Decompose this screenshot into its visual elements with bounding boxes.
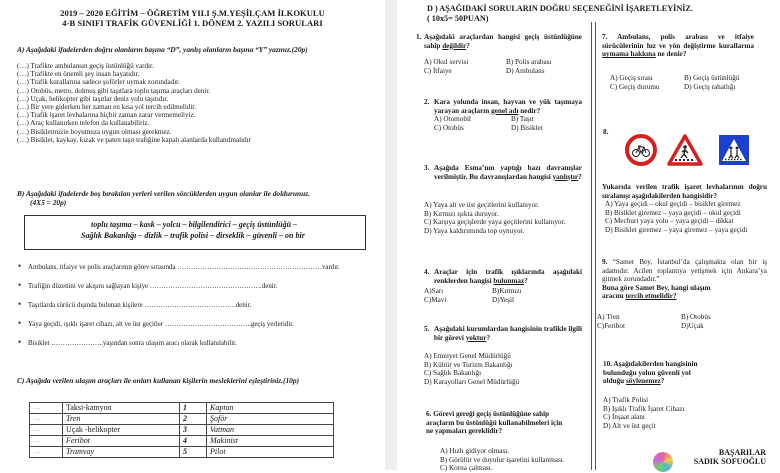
fill-item: • Taşıtlarda sürücü dışında bulunan kişilere ………………………………….denir.	[18, 299, 252, 309]
option-d[interactable]: D) Ambulans	[506, 66, 545, 75]
bullet-icon: •	[18, 280, 22, 290]
tf-item: (…) Trafik kurallarına sadece şoförler uymak zorundadır.	[17, 78, 180, 87]
option-c[interactable]: C) Sağlık Bakanlığı	[424, 369, 482, 378]
table-row: …. Feribot 4 Makinist	[30, 436, 334, 447]
column-divider	[591, 22, 592, 470]
logo-icon	[653, 452, 673, 472]
option-a[interactable]: A) Okul servisi	[424, 58, 469, 67]
option-b[interactable]: B) Kültür ve Turizm Bakanlığı	[424, 360, 513, 369]
bullet-icon: •	[18, 261, 22, 271]
question-7-options	[610, 74, 760, 91]
question-4: 4. Araçlar için trafik ışıklarında aşağıdaki renklerden hangisi bulunmaz?	[424, 268, 582, 285]
option-a[interactable]: A) Yaya alt ve üst geçitlerini kullanıyor.	[424, 201, 539, 209]
option-c[interactable]: C) İnşaat alanı	[603, 413, 645, 422]
option-d[interactable]: D) Bisiklet giremez – yaya giremez – yaya geçidi	[605, 225, 748, 234]
option-d[interactable]: D)Uçak	[681, 321, 704, 330]
bullet-icon: •	[18, 318, 22, 328]
fill-item: • Ambulans, itfaiye ve polis araçlarının görev sırasında ………………………………………………………vardır.	[18, 261, 340, 271]
option-b[interactable]: B) Geçiş üstünlüğü	[684, 74, 740, 82]
option-b[interactable]: B) Kırmızı ışıkta duruyor.	[424, 209, 499, 218]
option-b[interactable]: B) Bisiklet giremez – yaya geçidi – okul geçidi	[605, 208, 741, 217]
option-b[interactable]: B)Kırmızı	[492, 287, 522, 295]
option-d[interactable]: D) Bisiklet	[511, 123, 543, 132]
table-row: …. Tramvay 5 Pilot	[30, 447, 334, 458]
tf-item: (…) Trafikte en önemli şey insan hayatıdır.	[17, 70, 140, 79]
word-bank-box	[24, 215, 366, 250]
pedestrian-crossing-warning-sign-icon	[667, 134, 703, 166]
question-8-number: 8.	[603, 128, 609, 136]
matching-table	[29, 402, 334, 458]
option-a[interactable]: A) Trafik Polisi	[603, 396, 649, 404]
option-d[interactable]: D) Karayolları Genel Müdürlüğü	[424, 377, 520, 386]
option-a[interactable]: A) Geçiş sırası	[610, 74, 653, 82]
exam-page-left	[0, 0, 385, 470]
question-8-options	[605, 200, 775, 234]
option-c[interactable]: C) Geçiş durumu	[610, 82, 660, 91]
tf-item: (…) Bisiklet, kaykay, kızak ve paten taşıt trafiğine kapalı alanlarda kullanılmalıdır	[17, 135, 251, 144]
tf-item: (…) Otobüs, metro, dolmuş gibi taşıtlara toplu taşıma araçları denir.	[17, 86, 211, 95]
school-title: 2019 – 2020 EĞİTİM – ÖĞRETİM YILI Ş.M.YEŞİLÇAM İLKOKULU	[60, 8, 325, 18]
option-a[interactable]: A) Tren	[597, 313, 620, 321]
question-5: 5. Aşağıdaki kurumlardan hangisinin trafikle ilgili bir görevi yoktur?	[424, 325, 582, 342]
option-c[interactable]: C) Karşıya geçişlerde yaya geçitlerini kullanıyor.	[424, 218, 566, 227]
question-8: Yukarıda verilen trafik işaret levhalarının doğru sıralanışı aşağıdakilerden hangisidir?	[602, 183, 767, 200]
question-5-options	[424, 352, 582, 386]
tf-item: (…) Trafikte ambulansın geçiş üstünlüğü vardır.	[17, 62, 154, 70]
option-a[interactable]: A) Yaya geçidi – okul geçidi – bisiklet giremez	[605, 200, 741, 208]
option-c[interactable]: C) İtfaiye	[424, 66, 452, 75]
table-row: …. Tren 2 Şoför	[30, 414, 334, 425]
tf-item: (…) Uçak, helikopter gibi taşıtlar deniz yolu taşıtıdır.	[17, 94, 169, 103]
option-b[interactable]: B) Görülür ve duyulur işaretini kullanması.	[440, 455, 565, 464]
tf-item: (…) Bir yere giderken her zaman en kısa yol tercih edilmelidir.	[17, 103, 197, 112]
option-a[interactable]: A)Sarı	[424, 287, 444, 295]
question-2: 2. Kara yolunda insan, hayvan ve yük taşımaya yarayan araçların genel adı nedir? A) Otomobil C) Otobüs B) Taşıt D) Bisiklet	[424, 98, 582, 132]
option-d[interactable]: D)Yeşil	[492, 295, 515, 304]
section-d-heading: D ) AŞAĞIDAKİ SORULARIN DOĞRU SEÇENEĞİNİ İŞARETLEYİNİZ. ( 10x5= 50PUAN)	[427, 4, 693, 23]
option-d[interactable]: D) Yaya kaldırımında top oynuyor.	[424, 226, 525, 235]
question-4-options	[424, 287, 582, 304]
bullet-icon: •	[18, 337, 22, 347]
option-c[interactable]: C) Korna çalması.	[440, 464, 493, 473]
fill-item: • Trafiğin düzenini ve akışını sağlayan kişiye ………………………………………….denir.	[18, 280, 278, 290]
question-10: 10. Aşağıdakilerden hangisinin bulunduğu yolun güvenli yol olduğu söylenemez?	[603, 360, 698, 386]
table-row: …. Taksi-kamyon 1 Kaptan	[30, 403, 334, 414]
word-bank-line-2: Sağlık Bakanlığı – dizlik – trafik polisi – dirseklik – güvenli – on bir	[81, 231, 305, 240]
question-6-options	[440, 447, 590, 473]
word-bank-line-1: toplu taşıma – kask – yolcu – bilgilendirici – geçiş üstünlüğü –	[91, 220, 298, 229]
fill-item: • Yaya geçidi, ışıklı işaret cihazı, alt ve üst geçitler ………………………………..geçiş yerleridir.	[18, 318, 294, 328]
exam-title: 4-B SINIFI TRAFİK GÜVENLİĞİ 1. DÖNEM 2. YAZILI SORULARI	[62, 18, 323, 28]
question-7: 7. Ambulans, polis arabası ve itfaiye sürücülerinin hız ve yön değiştirme kurallarına uymama hakkına ne denir?	[602, 33, 754, 59]
page-gutter	[385, 0, 397, 470]
question-3: 3. Aşağıda Esma’nın yaptığı bazı davranışlar verilmiştir. Bu davranışlardan hangisi yanlıştır?	[424, 164, 582, 181]
table-row: …. Uçak -helikopter 3 Vatman	[30, 425, 334, 436]
question-10-options	[603, 396, 753, 430]
option-b[interactable]: B) Otobüs	[681, 313, 711, 321]
question-9-options	[597, 313, 762, 330]
option-b[interactable]: B) Taşıt	[511, 115, 534, 124]
option-c[interactable]: C) Mecburi yaya yolu – yaya geçidi – dikkat	[605, 217, 734, 226]
question-6: 6. Görevi gereği geçiş üstünlüğüne sahip araçların bu üstünlüğü kullanabilmeleri için ne yapmaları gereklidir?	[426, 410, 563, 436]
footer-signature: BAŞARILAR SADIK SOFUOĞLU	[693, 448, 766, 466]
option-c[interactable]: C)Mavi	[424, 295, 447, 304]
option-c[interactable]: C)Feribot	[597, 321, 625, 330]
option-d[interactable]: D) Geçiş rahatlığı	[684, 82, 736, 91]
true-false-list	[17, 62, 251, 144]
section-a-heading: A) Aşağıdaki ifadelerden doğru olanların başına “D”, yanlış olanların başına “Y” yazınız.(20p)	[17, 45, 308, 54]
column-divider	[595, 22, 596, 470]
option-b[interactable]: B) Polis arabası	[506, 58, 552, 67]
tf-item: (…) Araç kullanırken telefon da kullanabiliriz.	[17, 119, 150, 128]
option-a[interactable]: A) Otomobil	[434, 115, 471, 124]
section-c-heading: C) Aşağıda verilen ulaşım araçları ile onları kullanan kişilerin mesleklerini eşleştiriniz.(10p)	[17, 376, 300, 385]
option-b[interactable]: B) Işıklı Trafik İşaret Cihazı	[603, 404, 685, 413]
option-a[interactable]: A) Emniyet Genel Müdürlüğü	[424, 352, 511, 360]
tf-item: (…) Bisikletmizin boyumuza uygun olması gerekmez.	[17, 127, 172, 136]
section-b-points: (4X5 = 20p)	[30, 198, 67, 207]
option-a[interactable]: A) Hızlı gidiyor olması.	[440, 447, 510, 455]
school-crossing-sign-icon	[718, 134, 750, 166]
question-9: 9. “Samet Bey, İstanbul’da çalışmakta olan bir iş adamıdır. Acilen toplantıya yetişmek için Ankara’ya gitmek zorundadır.” Buna göre Samet Bey, hangi ulaşım aracını tercih etmelidir?	[602, 258, 767, 301]
option-d[interactable]: D) Alt ve üst geçit	[603, 421, 656, 430]
fill-item: • Bisiklet …………………..yaşından sonra ulaşım aracı olarak kullanılabilir.	[18, 337, 237, 347]
bicycle-prohibited-sign-icon	[625, 134, 657, 166]
section-b-heading: B) Aşağıdaki ifadelerde boş bırakılan yerleri verilen sözcüklerden uygun olanlar ile doldurunuz.	[17, 189, 310, 198]
tf-item: (…) Trafik işaret levhalarına hiçbir zaman zarar vermemeliyiz.	[17, 111, 196, 120]
option-c[interactable]: C) Otobüs	[434, 123, 464, 132]
question-1: 1. Aşağıdaki araçlardan hangisi geçiş üstünlüğüne sahip değildir? A) Okul servisi C) İtfaiye B) Polis arabası D) Ambulans	[416, 33, 582, 75]
bullet-icon: •	[18, 299, 22, 309]
question-3-options	[424, 201, 582, 235]
